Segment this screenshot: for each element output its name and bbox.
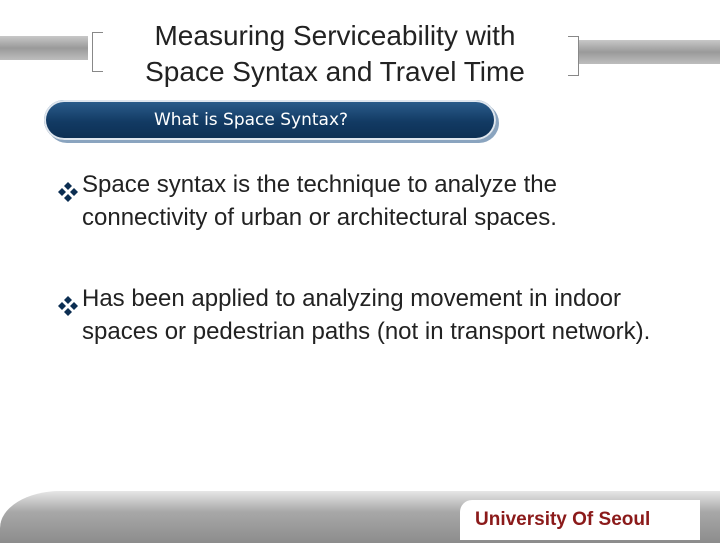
slide-title (100, 18, 570, 90)
bullet-text: Space syntax is the technique to analyze the connectivity of urban or architectural spaces. (82, 171, 557, 231)
decorative-gray-bar-right (578, 40, 720, 64)
decorative-gray-bar-left (0, 36, 88, 60)
slide-title-line-1: Measuring Serviceability with (154, 20, 516, 51)
bullet-item (58, 168, 658, 234)
diamond-bullet-icon (58, 292, 78, 325)
bullet-text: Has been applied to analyzing movement in indoor spaces or pedestrian paths (not in transport network). (82, 285, 651, 345)
diamond-bullet-icon (58, 178, 78, 211)
footer-institution: University Of Seoul (475, 509, 651, 530)
subtitle-text: What is Space Syntax? (154, 110, 349, 130)
bullet-item (58, 282, 658, 348)
slide-title-line-2: Space Syntax and Travel Time (145, 56, 525, 87)
